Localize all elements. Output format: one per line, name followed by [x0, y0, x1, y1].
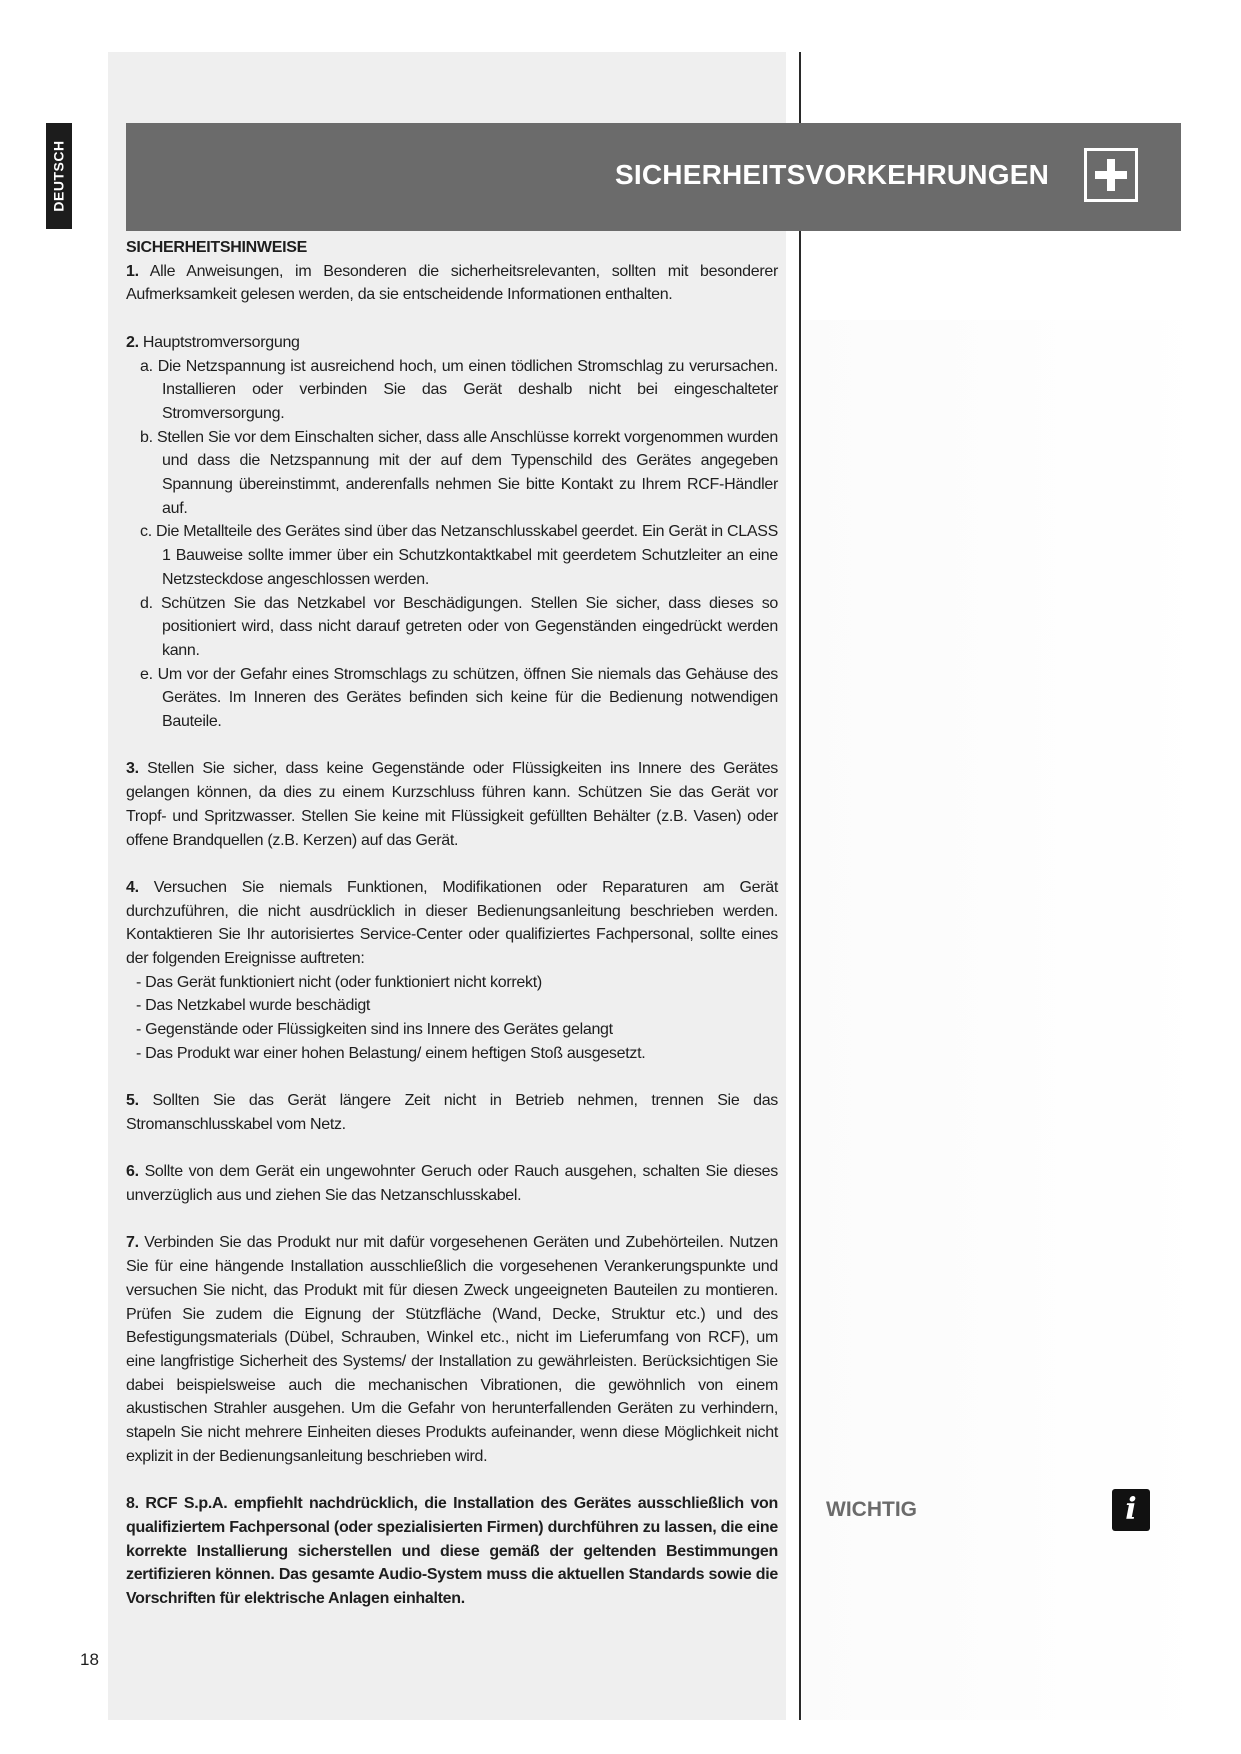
item-2b: b. Stellen Sie vor dem Einschalten sicher, dass alle Anschlüsse korrekt vorgenommen wurden und dass die Netzspannung mit der auf dem Typenschild des Gerätes angegeben Spannung übereinstimmt, anderenfalls nehmen Sie bitte Kontakt zu Ihrem RCF-Händler auf. [140, 428, 778, 517]
list-item: - Gegenstände oder Flüssigkeiten sind ins Innere des Gerätes gelangt [136, 1021, 613, 1039]
item-6: 6. Sollte von dem Gerät ein ungewohnter Geruch oder Rauch ausgehen, schalten Sie dieses unverzüglich aus und ziehen Sie das Netzanschlusskabel. [126, 1163, 778, 1205]
item-8: 8. RCF S.p.A. empfiehlt nachdrücklich, die Installation des Gerätes ausschließlich von qualifiziertem Fachpersonal (oder spezialisierten Firmen) durchführen zu lassen, die eine korrekte Installierung sicherstellen und diese gemäß der geltenden Bestimmungen zertifizieren können. Das gesamte Audio-System muss die aktuellen Standards sowie die Vorschriften für elektrische Anlagen einhalten. [126, 1495, 778, 1607]
item-4-number: 4. [126, 878, 139, 896]
page-number: 18 [80, 1650, 99, 1669]
important-note-label: WICHTIG [826, 1498, 917, 1521]
list-item: - Das Produkt war einer hohen Belastung/ einem heftigen Stoß ausgesetzt. [136, 1044, 646, 1062]
item-3: 3. Stellen Sie sicher, dass keine Gegenstände oder Flüssigkeiten ins Innere des Gerätes gelangen können, da dies zu einem Kurzschluss führen kann. Schützen Sie das Gerät vor Tropf- und Spritzwasser. Stellen Sie keine mit Flüssigkeit gefüllten Behälter (z.B. Vasen) oder offene Brandquellen (z.B. Kerzen) auf das Gerät. [126, 760, 778, 849]
safety-text [126, 236, 778, 1611]
item-2-title: 2. Hauptstromversorgung [126, 333, 300, 351]
list-item: - Das Netzkabel wurde beschädigt [136, 997, 371, 1015]
item-8-number: 8. [126, 1495, 139, 1513]
info-icon [1112, 1489, 1150, 1531]
item-1-number: 1. [126, 262, 139, 280]
item-7-number: 7. [126, 1234, 139, 1252]
item-2d: d. Schützen Sie das Netzkabel vor Beschädigungen. Stellen Sie sicher, dass dieses so positioniert wird, dass nicht darauf getreten oder von Gegenständen eingedrückt werden kann. [140, 594, 778, 659]
language-tab-label: DEUTSCH [51, 140, 68, 212]
item-2c: c. Die Metallteile des Gerätes sind über das Netzanschlusskabel geerdet. Ein Gerät in CLASS 1 Bauweise sollte immer über ein Schutzkontaktkabel mit geerdetem Schutzleiter an eine Netzsteckdose angeschlossen werden. [140, 523, 778, 588]
language-tab [46, 123, 72, 229]
item-2a: a. Die Netzspannung ist ausreichend hoch, um einen tödlichen Stromschlag zu verursachen. Installieren oder verbinden Sie das Gerät deshalb nicht bei eingeschalteter Stromversorgung. [140, 357, 778, 422]
first-aid-cross-icon [1084, 148, 1138, 202]
item-6-number: 6. [126, 1163, 139, 1181]
item-4: 4. Versuchen Sie niemals Funktionen, Modifikationen oder Reparaturen am Gerät durchzuführen, die nicht ausdrücklich in dieser Bedienungsanleitung beschrieben werden. Kontaktieren Sie Ihr autorisiertes Service-Center oder qualifiziertes Fachpersonal, sollte eines der folgenden Ereignisse auftreten: [126, 878, 778, 968]
item-1-text: Alle Anweisungen, im Besonderen die sicherheitsrelevanten, sollten mit besonderer Aufmerksamkeit gelesen werden, da sie entscheidende Informationen enthalten. [126, 262, 779, 304]
info-icon-glyph: i [1125, 1492, 1137, 1527]
item-3-number: 3. [126, 760, 139, 778]
item-2e: e. Um vor der Gefahr eines Stromschlags zu schützen, öffnen Sie niemals das Gehäuse des Gerätes. Im Inneren des Gerätes befinden sich keine für die Bedienung notwendigen Bauteile. [140, 665, 778, 731]
column-divider [799, 52, 801, 1720]
page-title: SICHERHEITSVORKEHRUNGEN [615, 159, 1049, 190]
item-5: 5. Sollten Sie das Gerät längere Zeit nicht in Betrieb nehmen, trennen Sie das Stromanschlusskabel vom Netz. [126, 1092, 778, 1133]
item-1 [126, 260, 778, 307]
section-header-bar [126, 123, 1181, 231]
section-heading: SICHERHEITSHINWEISE [126, 239, 307, 256]
list-item: - Das Gerät funktioniert nicht (oder funktioniert nicht korrekt) [136, 973, 542, 991]
item-5-number: 5. [126, 1092, 139, 1110]
item-2-number: 2. [126, 333, 139, 351]
item-7: 7. Verbinden Sie das Produkt nur mit dafür vorgesehenen Geräten und Zubehörteilen. Nutzen Sie für eine hängende Installation ausschließlich die vorgesehenen Verankerungspunkte und versuchen Sie nicht, das Produkt mit für diesen Zweck ungeeigneten Bauteilen zu montieren. Prüfen Sie zudem die Eignung der Stützfläche (Wand, Decke, Struktur etc.) und des Befestigungsmaterials (Dübel, Schrauben, Winkel etc., nicht im Lieferumfang von RCF), um eine langfristige Sicherheit des Systems/ der Installation zu gewährleisten. Berücksichtigen Sie dabei beispielsweise auch die mechanischen Vibrationen, die gewöhnlich von einem akustischen Strahler ausgehen. Um die Gefahr von herunterfallenden Geräten zu verhindern, stapeln Sie nicht mehrere Einheiten dieses Produkts aufeinander, wenn diese Möglichkeit nicht explizit in der Bedienungsanleitung beschrieben wird. [126, 1234, 778, 1465]
